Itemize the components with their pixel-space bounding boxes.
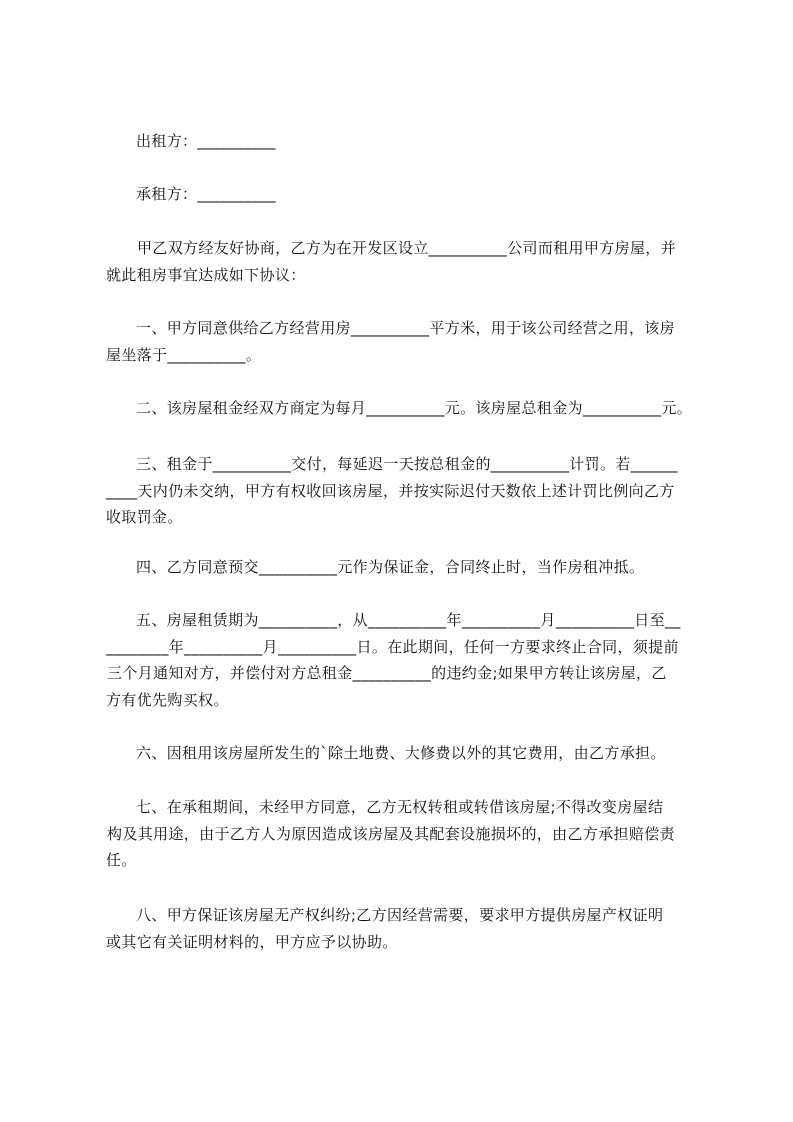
clause-1-line-1: 一、甲方同意供给乙方经营用房__________平方米，用于该公司经营之用，该房 xyxy=(136,319,676,337)
clause-7-line-2: 构及其用途，由于乙方人为原因造成该房屋及其配套设施损坏的，由乙方承担赔偿责 xyxy=(107,825,675,843)
clause-5-line-4: 方有优先购买权。 xyxy=(106,691,229,709)
clause-5-line-1: 五、房屋租赁期为__________，从__________年__________月__________日至__ xyxy=(136,611,681,629)
clause-5-line-2: ________年__________月__________日。在此期间，任何一方要求终止合同，须提前 xyxy=(106,638,679,656)
clause-8-line-2: 或其它有关证明材料的，甲方应予以协助。 xyxy=(106,933,398,951)
clause-7-line-3: 任。 xyxy=(106,851,137,869)
clause-8-line-1: 八、甲方保证该房屋无产权纠纷;乙方因经营需要，要求甲方提供房屋产权证明 xyxy=(136,906,664,924)
clause-3-line-3: 收取罚金。 xyxy=(106,508,183,526)
clause-5-line-3: 三个月通知对方，并偿付对方总租金__________的违约金;如果甲方转让该房屋，乙 xyxy=(107,664,667,682)
clause-3-line-2: ____天内仍未交纳，甲方有权收回该房屋，并按实际迟付天数依上述计罚比例向乙方 xyxy=(106,482,675,500)
clause-1-line-2: 屋坐落于__________。 xyxy=(106,346,262,364)
intro-line-1: 甲乙双方经友好协商，乙方为在开发区设立__________公司而租用甲方房屋，并 xyxy=(137,239,677,257)
lessee-line: 承租方：__________ xyxy=(136,185,276,203)
clause-7-line-1: 七、在承租期间，未经甲方同意，乙方无权转租或转借该房屋;不得改变房屋结 xyxy=(136,798,664,816)
clause-3-line-1: 三、租金于__________交付，每延迟一天按总租金的__________计罚。若______ xyxy=(136,455,678,473)
clause-6-line-1: 六、因租用该房屋所发生的`除土地费、大修费以外的其它费用，由乙方承担。 xyxy=(136,744,666,762)
clause-4-line-1: 四、乙方同意预交__________元作为保证金，合同终止时，当作房租冲抵。 xyxy=(136,558,645,576)
intro-line-2: 就此租房事宜达成如下协议： xyxy=(106,266,306,284)
lessor-line: 出租方：__________ xyxy=(136,132,276,150)
clause-2-line-1: 二、该房屋租金经双方商定为每月__________元。该房屋总租金为__________元。 xyxy=(136,399,693,417)
